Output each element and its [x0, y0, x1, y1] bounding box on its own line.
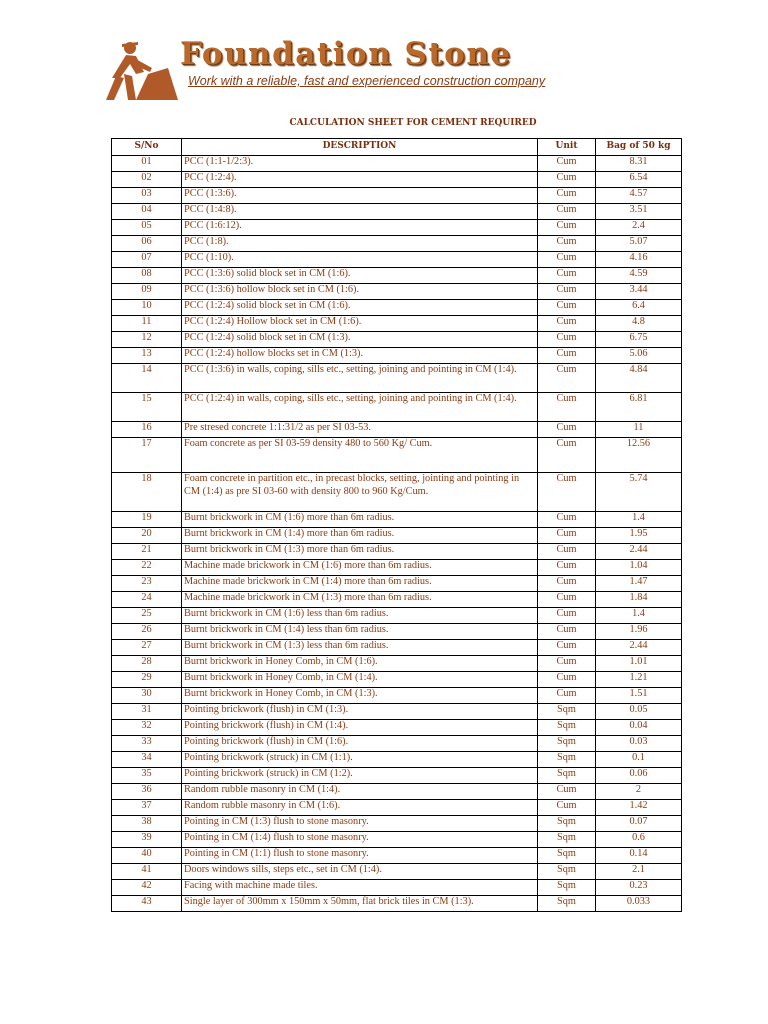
table-row: [112, 688, 682, 704]
sno-cell: 25: [112, 608, 182, 624]
description-cell: PCC (1:3:6) solid block set in CM (1:6).: [182, 268, 538, 284]
bag-cell: 1.4: [596, 512, 682, 528]
sno-cell: 19: [112, 512, 182, 528]
sno-cell: 34: [112, 752, 182, 768]
sno-cell: 01: [112, 156, 182, 172]
bag-cell: 5.07: [596, 236, 682, 252]
table-row: [112, 252, 682, 268]
sno-cell: 23: [112, 576, 182, 592]
table-row: [112, 800, 682, 816]
bag-cell: 1.84: [596, 592, 682, 608]
sno-cell: 30: [112, 688, 182, 704]
description-cell: Burnt brickwork in Honey Comb, in CM (1:6).: [182, 656, 538, 672]
description-cell: Machine made brickwork in CM (1:4) more than 6m radius.: [182, 576, 538, 592]
sno-cell: 06: [112, 236, 182, 252]
table-row: [112, 576, 682, 592]
description-cell: Pointing in CM (1:4) flush to stone masonry.: [182, 832, 538, 848]
bag-cell: 2: [596, 784, 682, 800]
column-header-bag: Bag of 50 kg: [596, 139, 682, 156]
cement-table: [111, 138, 682, 912]
sno-cell: 29: [112, 672, 182, 688]
description-cell: Random rubble masonry in CM (1:4).: [182, 784, 538, 800]
sno-cell: 03: [112, 188, 182, 204]
table-row: [112, 528, 682, 544]
table-row: [112, 624, 682, 640]
table-row: [112, 332, 682, 348]
table-row: [112, 300, 682, 316]
unit-cell: Cum: [538, 364, 596, 393]
description-cell: PCC (1:2:4) hollow blocks set in CM (1:3).: [182, 348, 538, 364]
unit-cell: Cum: [538, 284, 596, 300]
unit-cell: Cum: [538, 624, 596, 640]
brand-name: Foundation Stone: [180, 36, 512, 72]
table-row: [112, 880, 682, 896]
sno-cell: 38: [112, 816, 182, 832]
unit-cell: Cum: [538, 800, 596, 816]
bag-cell: 0.03: [596, 736, 682, 752]
description-cell: Pointing in CM (1:1) flush to stone masonry.: [182, 848, 538, 864]
table-row: [112, 640, 682, 656]
unit-cell: Sqm: [538, 832, 596, 848]
unit-cell: Cum: [538, 156, 596, 172]
unit-cell: Sqm: [538, 864, 596, 880]
table-row: [112, 656, 682, 672]
bag-cell: 2.1: [596, 864, 682, 880]
unit-cell: Cum: [538, 204, 596, 220]
table-row: [112, 608, 682, 624]
description-cell: PCC (1:4:8).: [182, 204, 538, 220]
description-cell: Burnt brickwork in CM (1:3) less than 6m radius.: [182, 640, 538, 656]
sno-cell: 28: [112, 656, 182, 672]
unit-cell: Cum: [538, 592, 596, 608]
unit-cell: Sqm: [538, 816, 596, 832]
description-cell: PCC (1:1-1/2:3).: [182, 156, 538, 172]
bag-cell: 6.81: [596, 393, 682, 422]
unit-cell: Cum: [538, 172, 596, 188]
unit-cell: Sqm: [538, 880, 596, 896]
table-row: [112, 172, 682, 188]
table-row: [112, 473, 682, 512]
unit-cell: Cum: [538, 252, 596, 268]
sno-cell: 31: [112, 704, 182, 720]
table-row: [112, 204, 682, 220]
sno-cell: 11: [112, 316, 182, 332]
unit-cell: Cum: [538, 784, 596, 800]
description-cell: Machine made brickwork in CM (1:3) more than 6m radius.: [182, 592, 538, 608]
table-row: [112, 268, 682, 284]
description-cell: Burnt brickwork in CM (1:4) less than 6m radius.: [182, 624, 538, 640]
description-cell: Burnt brickwork in CM (1:6) less than 6m radius.: [182, 608, 538, 624]
sno-cell: 37: [112, 800, 182, 816]
unit-cell: Cum: [538, 560, 596, 576]
bag-cell: 4.57: [596, 188, 682, 204]
table-row: [112, 438, 682, 473]
sno-cell: 14: [112, 364, 182, 393]
unit-cell: Cum: [538, 236, 596, 252]
table-row: [112, 560, 682, 576]
table-row: [112, 832, 682, 848]
unit-cell: Sqm: [538, 736, 596, 752]
unit-cell: Cum: [538, 473, 596, 512]
table-row: [112, 816, 682, 832]
table-row: [112, 720, 682, 736]
table-row: [112, 592, 682, 608]
unit-cell: Cum: [538, 672, 596, 688]
bag-cell: 0.05: [596, 704, 682, 720]
description-cell: PCC (1:2:4) solid block set in CM (1:6).: [182, 300, 538, 316]
bag-cell: 11: [596, 422, 682, 438]
unit-cell: Sqm: [538, 896, 596, 912]
bag-cell: 4.59: [596, 268, 682, 284]
bag-cell: 2.44: [596, 640, 682, 656]
bag-cell: 1.04: [596, 560, 682, 576]
sno-cell: 05: [112, 220, 182, 236]
table-row: [112, 364, 682, 393]
description-cell: PCC (1:3:6).: [182, 188, 538, 204]
unit-cell: Sqm: [538, 848, 596, 864]
sno-cell: 21: [112, 544, 182, 560]
bag-cell: 4.84: [596, 364, 682, 393]
description-cell: Pointing brickwork (struck) in CM (1:2).: [182, 768, 538, 784]
unit-cell: Cum: [538, 316, 596, 332]
sno-cell: 10: [112, 300, 182, 316]
bag-cell: 1.21: [596, 672, 682, 688]
bag-cell: 0.04: [596, 720, 682, 736]
sno-cell: 13: [112, 348, 182, 364]
description-cell: PCC (1:8).: [182, 236, 538, 252]
column-header-sno: S/No: [112, 139, 182, 156]
description-cell: Machine made brickwork in CM (1:6) more than 6m radius.: [182, 560, 538, 576]
bag-cell: 12.56: [596, 438, 682, 473]
table-row: [112, 752, 682, 768]
description-cell: PCC (1:2:4) Hollow block set in CM (1:6).: [182, 316, 538, 332]
description-cell: Pointing brickwork (flush) in CM (1:6).: [182, 736, 538, 752]
bag-cell: 1.4: [596, 608, 682, 624]
sno-cell: 36: [112, 784, 182, 800]
column-header-description: DESCRIPTION: [182, 139, 538, 156]
unit-cell: Sqm: [538, 720, 596, 736]
unit-cell: Cum: [538, 268, 596, 284]
description-cell: Foam concrete as per SI 03-59 density 480 to 560 Kg/ Cum.: [182, 438, 538, 473]
description-cell: Doors windows sills, steps etc., set in CM (1:4).: [182, 864, 538, 880]
sno-cell: 04: [112, 204, 182, 220]
sno-cell: 41: [112, 864, 182, 880]
unit-cell: Cum: [538, 656, 596, 672]
unit-cell: Cum: [538, 528, 596, 544]
tagline: Work with a reliable, fast and experienced construction company: [188, 74, 546, 88]
sno-cell: 07: [112, 252, 182, 268]
description-cell: PCC (1:10).: [182, 252, 538, 268]
unit-cell: Sqm: [538, 768, 596, 784]
unit-cell: Cum: [538, 688, 596, 704]
sno-cell: 02: [112, 172, 182, 188]
bag-cell: 1.42: [596, 800, 682, 816]
unit-cell: Cum: [538, 393, 596, 422]
unit-cell: Cum: [538, 188, 596, 204]
bag-cell: 5.06: [596, 348, 682, 364]
column-header-unit: Unit: [538, 139, 596, 156]
unit-cell: Cum: [538, 438, 596, 473]
sno-cell: 15: [112, 393, 182, 422]
description-cell: Burnt brickwork in Honey Comb, in CM (1:4).: [182, 672, 538, 688]
unit-cell: Sqm: [538, 704, 596, 720]
table-row: [112, 768, 682, 784]
table-row: [112, 672, 682, 688]
table-row: [112, 188, 682, 204]
sno-cell: 16: [112, 422, 182, 438]
table-row: [112, 348, 682, 364]
bag-cell: 6.4: [596, 300, 682, 316]
sno-cell: 33: [112, 736, 182, 752]
table-row: [112, 316, 682, 332]
unit-cell: Cum: [538, 544, 596, 560]
table-row: [112, 236, 682, 252]
description-cell: Pointing brickwork (flush) in CM (1:3).: [182, 704, 538, 720]
table-row: [112, 512, 682, 528]
description-cell: PCC (1:3:6) hollow block set in CM (1:6).: [182, 284, 538, 300]
sno-cell: 17: [112, 438, 182, 473]
sno-cell: 32: [112, 720, 182, 736]
bag-cell: 6.54: [596, 172, 682, 188]
description-cell: Random rubble masonry in CM (1:6).: [182, 800, 538, 816]
sno-cell: 43: [112, 896, 182, 912]
table-row: [112, 284, 682, 300]
page-header: [96, 38, 696, 108]
bag-cell: 2.44: [596, 544, 682, 560]
bag-cell: 6.75: [596, 332, 682, 348]
sno-cell: 22: [112, 560, 182, 576]
bag-cell: 1.01: [596, 656, 682, 672]
description-cell: Burnt brickwork in CM (1:4) more than 6m radius.: [182, 528, 538, 544]
sno-cell: 18: [112, 473, 182, 512]
description-cell: Single layer of 300mm x 150mm x 50mm, flat brick tiles in CM (1:3).: [182, 896, 538, 912]
bag-cell: 3.44: [596, 284, 682, 300]
bag-cell: 5.74: [596, 473, 682, 512]
table-body: [112, 156, 682, 912]
unit-cell: Cum: [538, 300, 596, 316]
description-cell: PCC (1:2:4) in walls, coping, sills etc., setting, joining and pointing in CM (1:4).: [182, 393, 538, 422]
table-row: [112, 220, 682, 236]
sno-cell: 12: [112, 332, 182, 348]
bag-cell: 8.31: [596, 156, 682, 172]
construction-worker-icon: [96, 38, 180, 102]
bag-cell: 3.51: [596, 204, 682, 220]
unit-cell: Cum: [538, 348, 596, 364]
table-row: [112, 864, 682, 880]
description-cell: PCC (1:2:4) solid block set in CM (1:3).: [182, 332, 538, 348]
table-row: [112, 393, 682, 422]
unit-cell: Sqm: [538, 752, 596, 768]
table-row: [112, 848, 682, 864]
description-cell: PCC (1:2:4).: [182, 172, 538, 188]
description-cell: PCC (1:6:12).: [182, 220, 538, 236]
unit-cell: Cum: [538, 608, 596, 624]
bag-cell: 4.16: [596, 252, 682, 268]
table-row: [112, 784, 682, 800]
sno-cell: 35: [112, 768, 182, 784]
sno-cell: 42: [112, 880, 182, 896]
bag-cell: 0.6: [596, 832, 682, 848]
description-cell: Burnt brickwork in CM (1:6) more than 6m radius.: [182, 512, 538, 528]
table-row: [112, 156, 682, 172]
sno-cell: 39: [112, 832, 182, 848]
bag-cell: 0.14: [596, 848, 682, 864]
unit-cell: Cum: [538, 512, 596, 528]
unit-cell: Cum: [538, 220, 596, 236]
bag-cell: 0.06: [596, 768, 682, 784]
bag-cell: 1.96: [596, 624, 682, 640]
bag-cell: 0.033: [596, 896, 682, 912]
sno-cell: 27: [112, 640, 182, 656]
description-cell: Burnt brickwork in Honey Comb, in CM (1:3).: [182, 688, 538, 704]
bag-cell: 1.47: [596, 576, 682, 592]
unit-cell: Cum: [538, 640, 596, 656]
bag-cell: 1.51: [596, 688, 682, 704]
table-row: [112, 544, 682, 560]
description-cell: PCC (1:3:6) in walls, coping, sills etc., setting, joining and pointing in CM (1:4).: [182, 364, 538, 393]
bag-cell: 0.23: [596, 880, 682, 896]
sno-cell: 09: [112, 284, 182, 300]
sno-cell: 24: [112, 592, 182, 608]
sno-cell: 26: [112, 624, 182, 640]
description-cell: Pointing brickwork (flush) in CM (1:4).: [182, 720, 538, 736]
description-cell: Foam concrete in partition etc., in precast blocks, setting, jointing and pointing in CM (1:4) as pre SI 03-60 with density 800 to 960 Kg/Cum.: [182, 473, 538, 512]
description-cell: Facing with machine made tiles.: [182, 880, 538, 896]
bag-cell: 0.1: [596, 752, 682, 768]
sheet-title: CALCULATION SHEET FOR CEMENT REQUIRED: [289, 118, 537, 128]
description-cell: Burnt brickwork in CM (1:3) more than 6m radius.: [182, 544, 538, 560]
description-cell: Pointing brickwork (struck) in CM (1:1).: [182, 752, 538, 768]
bag-cell: 0.07: [596, 816, 682, 832]
table-row: [112, 736, 682, 752]
bag-cell: 2.4: [596, 220, 682, 236]
sno-cell: 08: [112, 268, 182, 284]
bag-cell: 1.95: [596, 528, 682, 544]
unit-cell: Cum: [538, 422, 596, 438]
unit-cell: Cum: [538, 332, 596, 348]
sno-cell: 40: [112, 848, 182, 864]
description-cell: Pointing in CM (1:3) flush to stone masonry.: [182, 816, 538, 832]
table-header-row: [112, 139, 682, 156]
table-row: [112, 704, 682, 720]
table-row: [112, 896, 682, 912]
table-row: [112, 422, 682, 438]
unit-cell: Cum: [538, 576, 596, 592]
description-cell: Pre stresed concrete 1:1:31/2 as per SI 03-53.: [182, 422, 538, 438]
bag-cell: 4.8: [596, 316, 682, 332]
sno-cell: 20: [112, 528, 182, 544]
